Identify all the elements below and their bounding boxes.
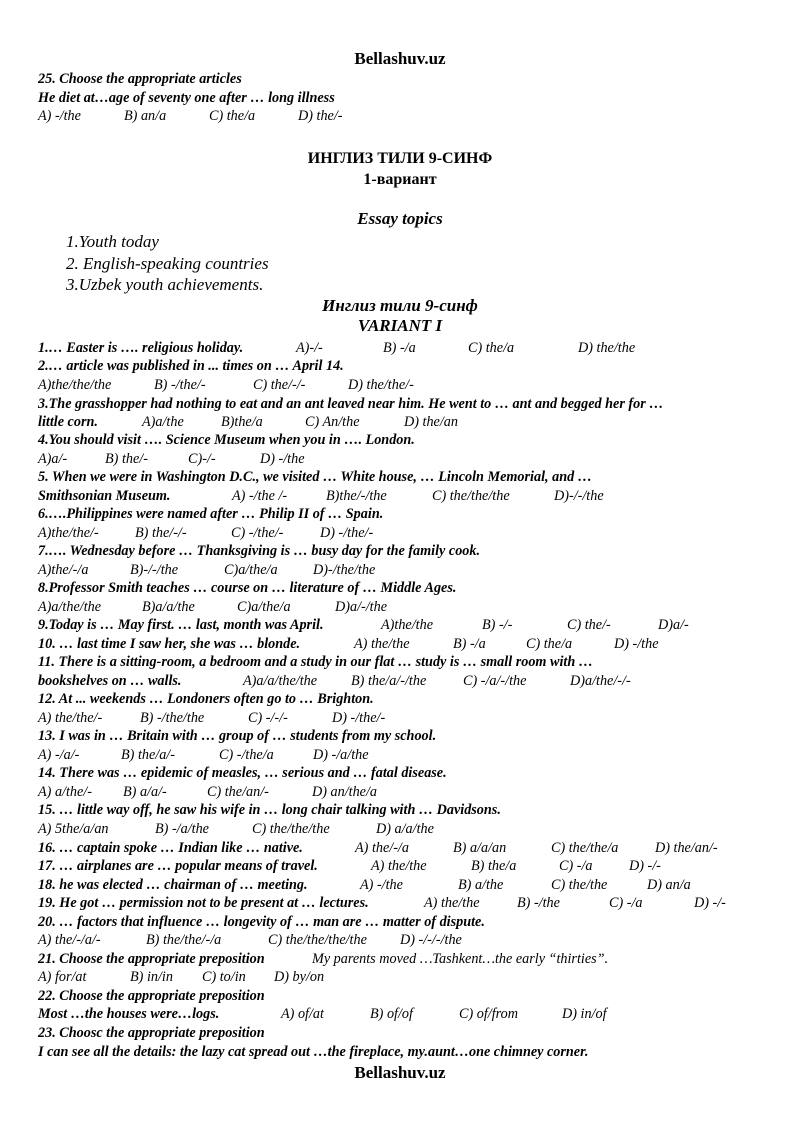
option: D)a/- (658, 617, 689, 633)
question-4: 4.You should visit …. Science Museum when you in …. London. (38, 432, 415, 448)
option: C) the/a (468, 340, 515, 356)
question-text: 21. Choose the appropriate preposition (38, 951, 265, 967)
q25-options (38, 107, 770, 125)
option: B) a/the (458, 877, 504, 893)
q25-title: 25. Choose the appropriate articles (38, 71, 242, 87)
question-text: little corn. (38, 414, 98, 430)
option: C) the/an/- (207, 784, 269, 800)
question-7-options (38, 561, 770, 579)
option: C) -/a (609, 895, 643, 911)
option: A)-/- (296, 340, 323, 356)
option: C) to/in (202, 969, 246, 985)
option: D) -/- (694, 895, 726, 911)
question-2-options (38, 376, 770, 394)
question-text: bookshelves on … walls. (38, 673, 182, 689)
question-12-options (38, 709, 770, 727)
option: A)a/a/the/the (243, 673, 318, 689)
option: C) the/the/a (551, 840, 619, 856)
question-text: 17. … airplanes are … popular means of travel. (38, 858, 318, 874)
question-4-options (38, 450, 770, 468)
option: B) the/a/-/the (351, 673, 427, 689)
option: D) the/an/- (655, 840, 718, 856)
question-23-sentence: I can see all the details: the lazy cat spread out …the fireplace, my.aunt…one chimney corner. (38, 1044, 589, 1060)
option: A) -/a/- (38, 747, 80, 763)
option: D) an/a (647, 877, 691, 893)
question-13-options (38, 746, 770, 764)
option: C)a/the/a (224, 562, 278, 578)
question-14-options (38, 783, 770, 801)
option: A)the/-/a (38, 562, 89, 578)
question-text: 1.… Easter is …. religious holiday. (38, 340, 244, 356)
option: B) the/a (471, 858, 517, 874)
essay-topic: 1.Youth today (66, 232, 159, 251)
option: C) the/a (526, 636, 573, 652)
question-23: 23. Choosc the appropriate preposition (38, 1025, 265, 1041)
question-16 (38, 839, 770, 857)
option: D) the/an (404, 414, 458, 430)
question-19 (38, 894, 770, 912)
page-title: ИНГЛИЗ ТИЛИ 9-СИНФ (307, 150, 493, 167)
question-text: 16. … captain spoke … Indian like … native. (38, 840, 303, 856)
test-subject: Инглиз тили 9-синф (322, 296, 478, 315)
option: B)the/a (221, 414, 263, 430)
question-2: 2.… article was published in ... times on … April 14. (38, 358, 344, 374)
question-21 (38, 950, 770, 968)
option: C) the/the/the/the (268, 932, 367, 948)
option: B) of/of (370, 1006, 413, 1022)
option: B) a/a/an (453, 840, 507, 856)
option: A)a/- (38, 451, 68, 467)
option: D)a/-/the (335, 599, 388, 615)
option: D) by/on (274, 969, 325, 985)
question-text: 9.Today is … May first. … last, month was April. (38, 617, 324, 633)
option: D) -/a/the (313, 747, 369, 763)
option: A)a/the/the (38, 599, 102, 615)
option: C) the/a (209, 108, 256, 124)
question-11: 11. There is a sitting-room, a bedroom and a study in our flat … study is … small room with … (38, 654, 593, 670)
question-sentence: My parents moved …Tashkent…the early “thirties”. (312, 951, 609, 967)
question-11-cont (38, 672, 770, 690)
question-6-options (38, 524, 770, 542)
option: D) the/the (578, 340, 636, 356)
option: D) -/the/- (332, 710, 386, 726)
question-10 (38, 635, 770, 653)
question-1 (38, 339, 770, 357)
option: C) An/the (305, 414, 360, 430)
option: A)the/the (381, 617, 433, 633)
option: C)-/- (188, 451, 216, 467)
question-5: 5. When we were in Washington D.C., we visited … White house, … Lincoln Memorial, and … (38, 469, 592, 485)
option: B)-/-/the (130, 562, 179, 578)
option: A)a/the (142, 414, 184, 430)
question-15-options (38, 820, 770, 838)
option: B)a/a/the (142, 599, 195, 615)
question-8-options (38, 598, 770, 616)
option: B) -/a (383, 340, 416, 356)
question-20: 20. … factors that influence … longevity of … man are … matter of dispute. (38, 914, 485, 930)
essay-topic: 2. English-speaking countries (66, 254, 269, 273)
option: B) the/-/- (135, 525, 187, 541)
option: D) the/the/- (348, 377, 414, 393)
question-text: 18. he was elected … chairman of … meeting. (38, 877, 308, 893)
option: D) -/the (260, 451, 305, 467)
question-3-cont (38, 413, 770, 431)
option: A) the/the (354, 636, 410, 652)
option: A)the/the/- (38, 525, 99, 541)
option: D) -/- (629, 858, 661, 874)
option: B) the/the/-/a (146, 932, 222, 948)
question-22: 22. Choose the appropriate preposition (38, 988, 265, 1004)
option: C) -/-/- (248, 710, 288, 726)
option: C) the/- (567, 617, 611, 633)
site-header: Bellashuv.uz (354, 49, 446, 68)
option: B) -/the/- (154, 377, 206, 393)
option: B) the/- (105, 451, 148, 467)
option: D)-/the/the (313, 562, 376, 578)
question-17 (38, 857, 770, 875)
option: D) -/-/-/the (400, 932, 462, 948)
option: C) the/-/- (253, 377, 306, 393)
option: A) -/the (38, 108, 81, 124)
option: B) a/a/- (123, 784, 167, 800)
test-variant: VARIANT I (357, 316, 443, 335)
option: A) the/-/a (355, 840, 409, 856)
question-7: 7.…. Wednesday before … Thanksgiving is … busy day for the family cook. (38, 543, 481, 559)
option: B)the/-/the (326, 488, 387, 504)
option: C) -/the/a (219, 747, 274, 763)
question-13: 13. I was in … Britain with … group of … students from my school. (38, 728, 437, 744)
option: D) a/a/the (376, 821, 434, 837)
option: C)a/the/a (237, 599, 291, 615)
option: B) -/the/the (140, 710, 205, 726)
option: C) -/the/- (231, 525, 284, 541)
option: A) for/at (38, 969, 87, 985)
option: A) the/the (371, 858, 427, 874)
option: B) an/a (124, 108, 167, 124)
q25-question: He diet at…age of seventy one after … long illness (38, 90, 335, 106)
option: A) a/the/- (38, 784, 92, 800)
question-6: 6.….Philippines were named after … Philip II of … Spain. (38, 506, 384, 522)
question-20-options (38, 931, 770, 949)
option: D) -/the (614, 636, 659, 652)
option: B) -/- (482, 617, 513, 633)
option: A) 5the/a/an (38, 821, 109, 837)
question-text: 19. He got … permission not to be present at … lectures. (38, 895, 369, 911)
question-text: 10. … last time I saw her, she was … blonde. (38, 636, 301, 652)
question-22-cont (38, 1005, 770, 1023)
option: C) -/a/-/the (463, 673, 527, 689)
option: B) the/a/- (121, 747, 175, 763)
option: A) the/-/a/- (38, 932, 101, 948)
question-text: Smithsonian Museum. (38, 488, 171, 504)
option: D)-/-/the (554, 488, 604, 504)
option: B) in/in (130, 969, 173, 985)
option: B) -/a (453, 636, 486, 652)
option: B) -/a/the (155, 821, 209, 837)
question-8: 8.Professor Smith teaches … course on … literature of … Middle Ages. (38, 580, 457, 596)
option: C) of/from (459, 1006, 518, 1022)
option: C) the/the (551, 877, 608, 893)
site-footer: Bellashuv.uz (354, 1063, 446, 1082)
essay-topic: 3.Uzbek youth achievements. (66, 275, 264, 294)
option: D) in/of (562, 1006, 607, 1022)
option: A) -/the /- (232, 488, 288, 504)
option: A)the/the/the (38, 377, 112, 393)
question-9 (38, 616, 770, 634)
option: B) -/the (517, 895, 560, 911)
variant-title: 1-вариант (363, 171, 437, 188)
question-15: 15. … little way off, he saw his wife in … long chair talking with … Davidsons. (38, 802, 501, 818)
option: A) -/the (360, 877, 403, 893)
question-3: 3.The grasshopper had nothing to eat and an ant leaved near him. He went to … ant and begged her for … (38, 396, 664, 412)
essay-heading: Essay topics (357, 209, 443, 228)
option: C) the/the/the (432, 488, 510, 504)
option: C) -/a (559, 858, 593, 874)
question-21-options (38, 968, 770, 986)
option: D) -/the/- (320, 525, 374, 541)
option: C) the/the/the (252, 821, 330, 837)
option: D) the/- (298, 108, 343, 124)
question-12: 12. At ... weekends … Londoners often go to … Brighton. (38, 691, 374, 707)
option: D) an/the/a (312, 784, 378, 800)
question-18 (38, 876, 770, 894)
option: A) of/at (281, 1006, 324, 1022)
option: A) the/the/- (38, 710, 103, 726)
question-sentence: Most …the houses were…logs. (38, 1006, 220, 1022)
option: A) the/the (424, 895, 480, 911)
question-14: 14. There was … epidemic of measles, … serious and … fatal disease. (38, 765, 447, 781)
question-5-cont (38, 487, 770, 505)
option: D)a/the/-/- (570, 673, 631, 689)
